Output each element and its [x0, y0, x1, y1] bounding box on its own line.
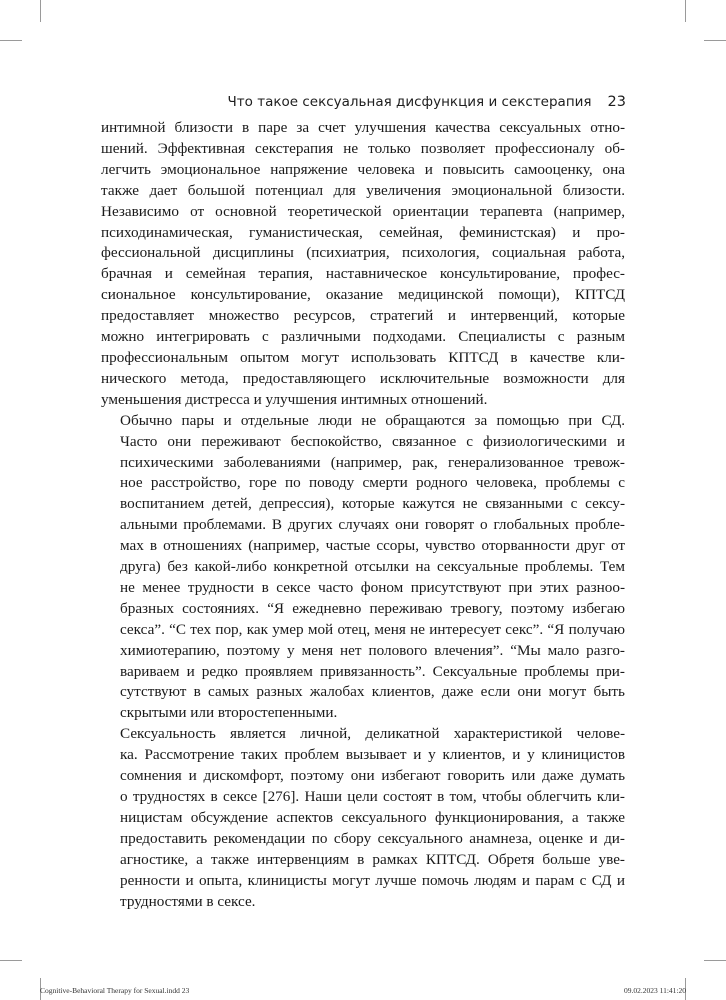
text-line: мах в отношениях (например, частые ссоры, чувство оторванности друг от [120, 537, 625, 555]
page-number: 23 [607, 94, 626, 110]
text-line: предоставляет множество ресурсов, стратегий и интервенций, которые [101, 307, 625, 325]
text-line: Сексуальность является личной, деликатной характеристикой челове- [120, 725, 625, 743]
text-line: Обычно пары и отдельные люди не обращаются за помощью при СД. [120, 411, 625, 429]
text-line: уменьшения дистресса и улучшения интимных отношений. [101, 390, 488, 408]
text-line: агностике, а также интервенциям в рамках КПТСД. Обретя больше уве- [120, 850, 625, 868]
text-line: профессиональным опытом могут использовать КПТСД в качестве кли- [101, 348, 625, 366]
text-line: сиональное консультирование, оказание медицинской помощи), КПТСД [101, 286, 625, 304]
text-line: Часто они переживают беспокойство, связанное с физиологическими и [120, 432, 625, 450]
crop-mark [704, 960, 726, 961]
crop-mark [704, 40, 726, 41]
text-line: воспитанием детей, депрессия), которые кажутся не связанными с сексу- [120, 495, 625, 513]
text-line: сомнения и дискомфорт, поэтому они избегают говорить или даже думать [120, 767, 625, 785]
body-text [101, 118, 625, 912]
print-slug [40, 986, 686, 995]
text-line: психодинамическая, гуманистическая, семейная, феминистская) и про- [101, 223, 625, 241]
text-line: также дает большой потенциал для увеличения эмоциональной близости. [101, 181, 625, 199]
text-line: скрытыми или второстепенными. [120, 704, 338, 722]
text-line: бразных состояниях. “Я ежедневно переживаю тревогу, поэтому избегаю [120, 599, 625, 617]
text-line: сутствуют в самых разных жалобах клиентов, даже если они могут быть [120, 683, 625, 701]
text-line: нического метода, предоставляющего исключительные возможности для [101, 369, 625, 387]
crop-mark [685, 0, 686, 22]
text-line: можно интегрировать с различными подходами. Специалисты с разным [101, 328, 625, 346]
text-line: друга) без какой-либо конкретной отсылки на сексуальные проблемы. Тем [120, 558, 625, 576]
running-head-title: Что такое сексуальная дисфункция и секстерапия [227, 94, 592, 110]
text-line: не менее трудности в сексе часто фоном присутствуют при этих разноо- [120, 578, 625, 596]
text-line: альными проблемами. В других случаях они говорят о глобальных пробле- [120, 516, 625, 534]
text-line: фессиональной дисциплины (психиатрия, психология, социальная работа, [101, 244, 625, 262]
slug-timestamp: 09.02.2023 11:41:20 [623, 986, 686, 995]
text-line: шений. Эффективная секстерапия не только позволяет профессионалу об- [101, 139, 625, 157]
paragraph [101, 724, 625, 912]
text-line: вариваем и редко проявляем привязанность”. Сексуальные проблемы при- [120, 662, 625, 680]
text-line: психическими заболеваниями (например, рак, генерализованное тревож- [120, 453, 625, 471]
paragraph [101, 118, 625, 411]
crop-mark [0, 960, 22, 961]
text-line: Независимо от основной теоретической ориентации терапевта (например, [101, 202, 625, 220]
text-line: трудностями в сексе. [120, 892, 256, 910]
crop-mark [40, 0, 41, 22]
text-line: ка. Рассмотрение таких проблем вызывает и у клиентов, и у клиницистов [120, 746, 625, 764]
text-line: интимной близости в паре за счет улучшения качества сексуальных отно- [101, 119, 625, 136]
paragraph [101, 411, 625, 725]
text-line: секса”. “С тех пор, как умер мой отец, меня не интересует секс”. “Я получаю [120, 620, 625, 638]
text-line: о трудностях в сексе [276]. Наши цели состоят в том, чтобы облегчить кли- [120, 788, 625, 805]
crop-mark [0, 40, 22, 41]
running-head [228, 94, 626, 110]
text-line: ренности и опыта, клиницисты могут лучше помочь людям и парам с СД и [120, 871, 625, 889]
text-line: ницистам обсуждение аспектов сексуального функционирования, а также [120, 808, 625, 826]
slug-file: Cognitive-Behavioral Therapy for Sexual.indd 23 [40, 986, 190, 995]
text-line: химиотерапию, поэтому у меня нет полового влечения”. “Мы мало разго- [120, 641, 625, 659]
text-line: предоставить рекомендации по сбору сексуального анамнеза, оценке и ди- [120, 829, 625, 847]
text-line: брачная и семейная терапия, наставническое консультирование, профес- [101, 265, 625, 283]
text-line: легчить эмоциональное напряжение человека и повысить самооценку, она [101, 160, 625, 178]
text-line: ное расстройство, горе по поводу смерти родного человека, проблемы с [120, 474, 625, 492]
